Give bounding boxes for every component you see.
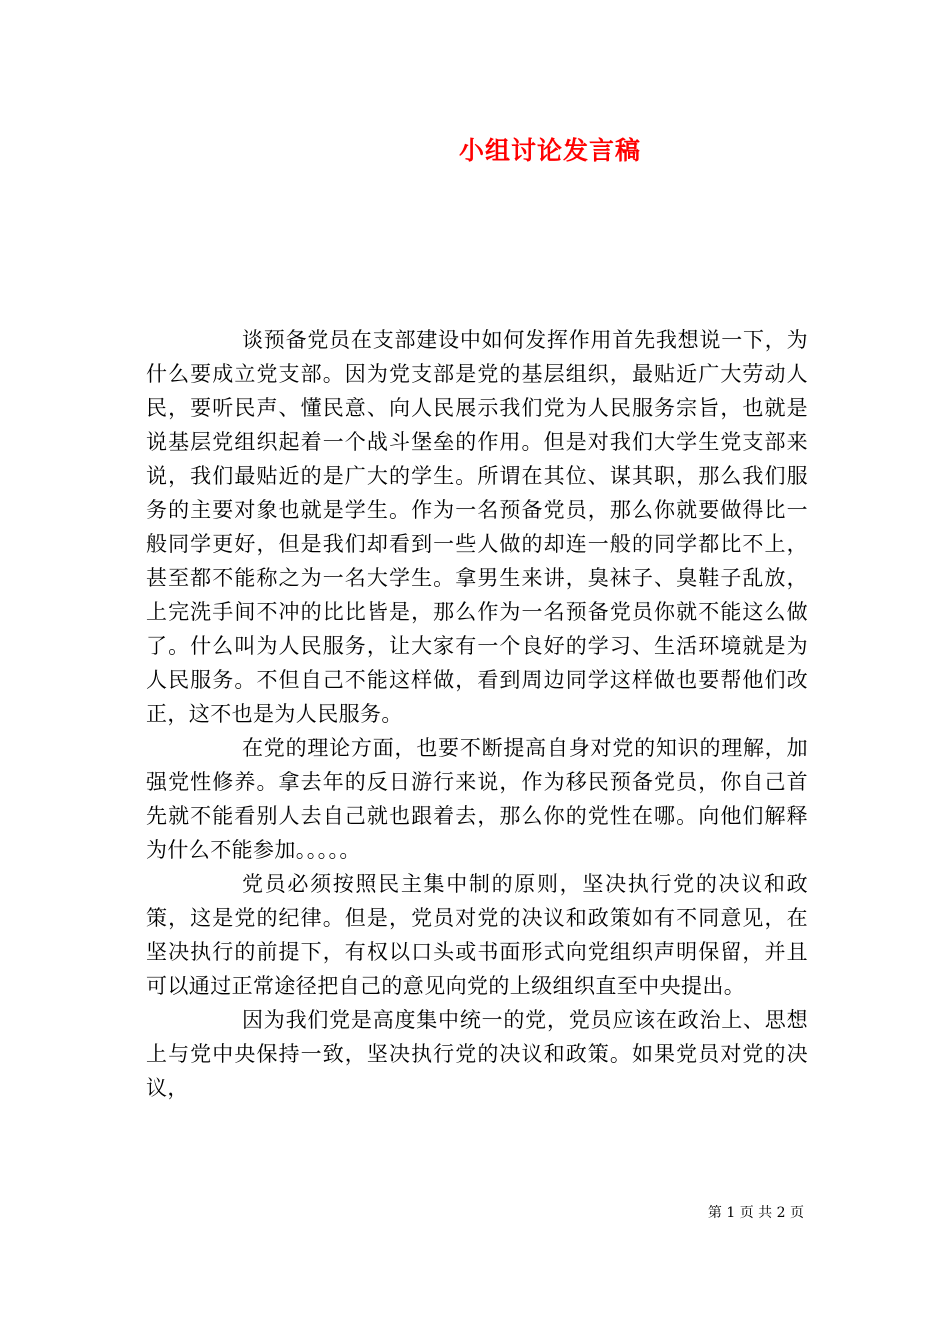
paragraph-2: 在党的理论方面，也要不断提高自身对党的知识的理解，加强党性修养。拿去年的反日游行来说，作为移民预备党员，你自己首先就不能看别人去自己就也跟着去，那么你的党性在哪。向他们解释为什么不能参加。。。。。 [146, 736, 808, 862]
paragraph-3: 党员必须按照民主集中制的原则，坚决执行党的决议和政策，这是党的纪律。但是，党员对党的决议和政策如有不同意见，在坚决执行的前提下，有权以口头或书面形式向党组织声明保留，并且可以通过正常途径把自己的意见向党的上级组织直至中央提出。 [146, 872, 808, 998]
paragraph-1: 谈预备党员在支部建设中如何发挥作用首先我想说一下，为什么要成立党支部。因为党支部是党的基层组织，最贴近广大劳动人民，要听民声、懂民意、向人民展示我们党为人民服务宗旨，也就是说基层党组织起着一个战斗堡垒的作用。但是对我们大学生党支部来说，我们最贴近的是广大的学生。所谓在其位、谋其职，那么我们服务的主要对象也就是学生。作为一名预备党员，那么你就要做得比一般同学更好，但是我们却看到一些人做的却连一般的同学都比不上，甚至都不能称之为一名大学生。拿男生来讲，臭袜子、臭鞋子乱放，上完洗手间不冲的比比皆是，那么作为一名预备党员你就不能这么做了。什么叫为人民服务，让大家有一个良好的学习、生活环境就是为人民服务。不但自己不能这样做，看到周边同学这样做也要帮他们改正，这不也是为人民服务。 [146, 328, 808, 726]
page-title: 小组讨论发言稿 [458, 136, 641, 165]
page-number-footer: 第 1 页 共 2 页 [707, 1205, 804, 1221]
paragraph-4: 因为我们党是高度集中统一的党，党员应该在政治上、思想上与党中央保持一致，坚决执行党的决议和政策。如果党员对党的决议， [146, 1008, 808, 1100]
document-body [146, 323, 808, 1105]
